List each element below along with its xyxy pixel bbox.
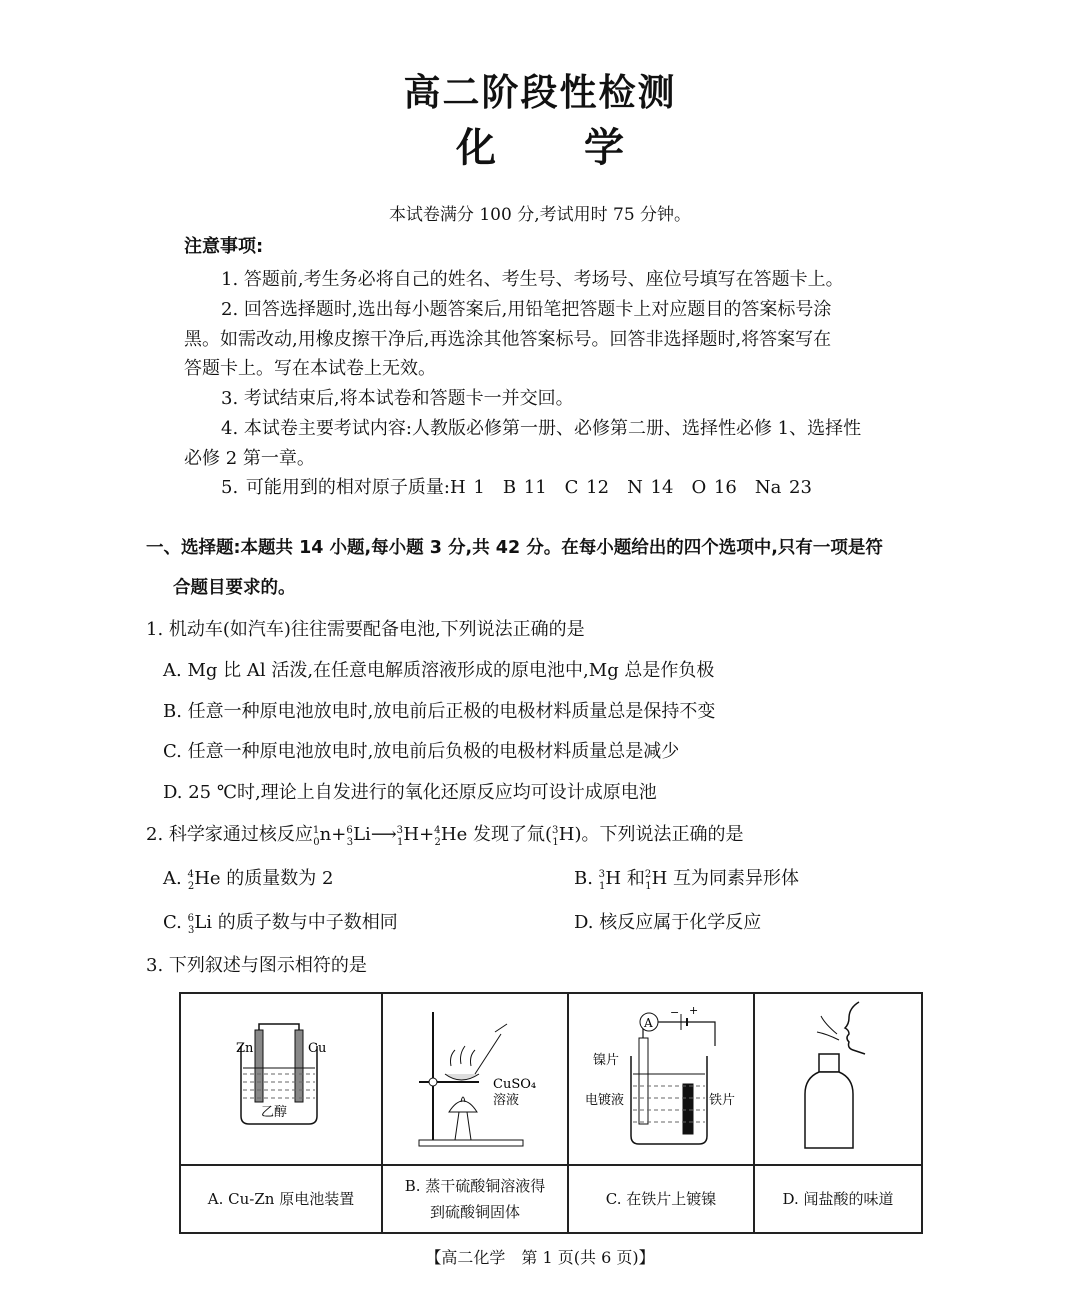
q2-option-d: D. 核反应属于化学反应 [574, 912, 762, 933]
label-zn: Zn [236, 1041, 254, 1056]
notice-item-4a: 4. 本试卷主要考试内容:人教版必修第一册、必修第二册、选择性必修 1、选择性 [221, 418, 862, 439]
q1-option-d: D. 25 ℃时,理论上自发进行的氧化还原反应均可设计成原电池 [163, 782, 657, 803]
q2-option-b: B. $^3_1$H 和$^2_1$H 互为同素异形体 [574, 868, 800, 892]
q2-stem: 2. 科学家通过核反应$^1_0$n+$^6_3$Li⟶$^3_1$H+$^4_2$He 发现了氚($^3_1$H)。下列说法正确的是 [146, 824, 744, 848]
notice-item-2a: 2. 回答选择题时,选出每小题答案后,用铅笔把答题卡上对应题目的答案标号涂 [221, 299, 832, 320]
q3-stem: 3. 下列叙述与图示相符的是 [146, 955, 367, 976]
label-minus: − [670, 1006, 680, 1019]
subject-char-2: 学 [584, 125, 624, 171]
label-bath: 电镀液 [585, 1093, 625, 1108]
notice-item-4b: 必修 2 第一章。 [184, 448, 315, 469]
label-solution: 溶液 [493, 1093, 520, 1108]
label-ammeter: A [644, 1016, 653, 1030]
figure-b-caption: B. 蒸干硫酸铜溶液得 到硫酸铜固体 [382, 1165, 568, 1233]
subject-char-1: 化 [456, 125, 496, 171]
label-cu: Cu [308, 1041, 327, 1056]
section-heading-b: 合题目要求的。 [173, 578, 296, 598]
notice-item-1: 1. 答题前,考生务必将自己的姓名、考生号、考场号、座位号填写在答题卡上。 [221, 269, 844, 290]
label-plus: + [689, 1004, 699, 1017]
figure-b-cell [382, 993, 568, 1165]
q2-option-c: C. $^6_3$Li 的质子数与中子数相同 [163, 912, 398, 936]
label-cuso4: CuSO₄ [493, 1077, 537, 1092]
section-heading-a: 一、选择题:本题共 14 小题,每小题 3 分,共 42 分。在每小题给出的四个选项中,只有一项是符 [146, 538, 883, 558]
label-ethanol: 乙醇 [261, 1105, 288, 1120]
figure-b-diagram [383, 994, 567, 1160]
q1-option-b: B. 任意一种原电池放电时,放电前后正极的电极材料质量总是保持不变 [163, 701, 716, 722]
notice-heading: 注意事项: [184, 236, 264, 257]
q2-option-a: A. $^4_2$He 的质量数为 2 [163, 868, 334, 892]
notice-item-3: 3. 考试结束后,将本试卷和答题卡一并交回。 [221, 388, 574, 409]
notice-item-2c: 答题卡上。写在本试卷上无效。 [184, 358, 436, 379]
figure-d-caption: D. 闻盐酸的味道 [754, 1165, 922, 1233]
figure-c-diagram [569, 994, 753, 1160]
q1-option-c: C. 任意一种原电池放电时,放电前后负极的电极材料质量总是减少 [163, 741, 680, 762]
notice-item-5: 5. 可能用到的相对原子质量:H 1 B 11 C 12 N 14 O 16 Na 23 [221, 477, 812, 498]
figure-d-diagram [755, 994, 921, 1160]
notice-item-2b: 黑。如需改动,用橡皮擦干净后,再选涂其他答案标号。回答非选择题时,将答案写在 [184, 329, 832, 350]
exam-title: 高二阶段性检测 [403, 71, 677, 114]
q1-stem: 1. 机动车(如汽车)往往需要配备电池,下列说法正确的是 [146, 619, 585, 640]
q3-figure-table [179, 992, 923, 1234]
subject-title [0, 116, 1080, 173]
figure-a-diagram [181, 994, 381, 1160]
figure-a-caption: A. Cu-Zn 原电池装置 [180, 1165, 382, 1233]
figure-c-caption: C. 在铁片上镀镍 [568, 1165, 754, 1233]
score-note: 本试卷满分 100 分,考试用时 75 分钟。 [388, 205, 692, 225]
figure-c-cell [568, 993, 754, 1165]
label-nickel: 镍片 [593, 1053, 620, 1068]
page-footer: 【高二化学 第 1 页(共 6 页)】 [425, 1248, 655, 1267]
q1-option-a: A. Mg 比 Al 活泼,在任意电解质溶液形成的原电池中,Mg 总是作负极 [163, 660, 715, 681]
figure-a-cell [180, 993, 382, 1165]
figure-d-cell [754, 993, 922, 1165]
label-iron: 铁片 [709, 1093, 736, 1108]
